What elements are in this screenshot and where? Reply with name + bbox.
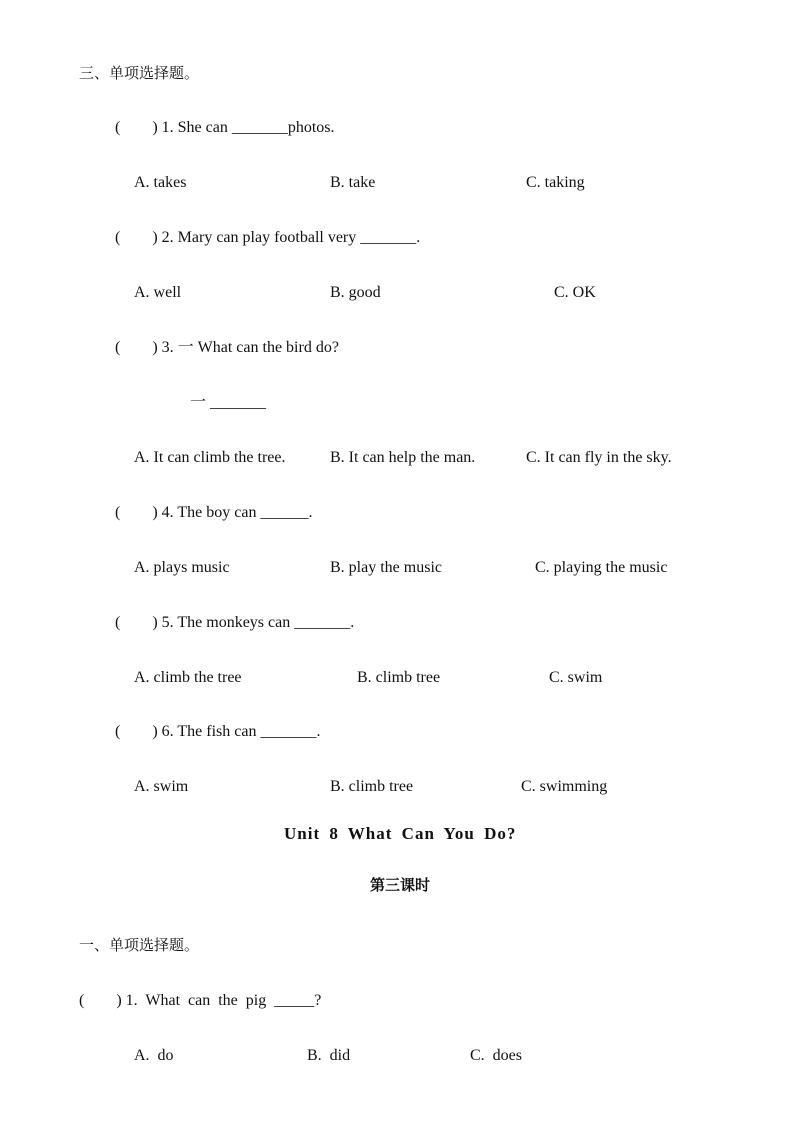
question-stem: ( ) 6. The fish can _______. [115, 723, 321, 740]
option-a: A. plays music [134, 559, 230, 576]
section1-heading: 一、单项选择题。 [79, 936, 200, 954]
question-stem: ( ) 4. The boy can ______. [115, 504, 313, 521]
option-b: B. It can help the man. [330, 449, 476, 466]
option-c: C. It can fly in the sky. [526, 449, 672, 466]
question-stem: ( ) 1. What can the pig _____? [79, 992, 322, 1009]
option-a: A. do [134, 1047, 174, 1064]
option-b: B. good [330, 284, 381, 301]
question-stem: ( ) 2. Mary can play football very _______. [115, 229, 421, 246]
option-b: B. take [330, 174, 376, 191]
option-c: C. does [470, 1047, 522, 1064]
question-stem: ( ) 1. She can _______photos. [115, 119, 335, 136]
option-a: A. takes [134, 174, 187, 191]
option-c: C. playing the music [535, 559, 668, 576]
option-a: A. climb the tree [134, 669, 242, 686]
option-b: B. did [307, 1047, 351, 1064]
option-c: C. OK [554, 284, 596, 301]
option-b: B. climb tree [330, 778, 414, 795]
question-stem: ( ) 3. 一 What can the bird do? [115, 339, 339, 356]
question-reply-line: 一 _______ [190, 394, 267, 411]
option-a: A. well [134, 284, 182, 301]
option-b: B. climb tree [357, 669, 441, 686]
option-a: A. It can climb the tree. [134, 449, 286, 466]
option-b: B. play the music [330, 559, 442, 576]
option-c: C. swimming [521, 778, 608, 795]
question-stem: ( ) 5. The monkeys can _______. [115, 614, 355, 631]
option-c: C. swim [549, 669, 603, 686]
option-c: C. taking [526, 174, 585, 191]
option-a: A. swim [134, 778, 189, 795]
unit-title: Unit 8 What Can You Do? [284, 824, 517, 843]
lesson-title: 第三课时 [370, 876, 431, 894]
section3-heading: 三、单项选择题。 [79, 64, 200, 82]
